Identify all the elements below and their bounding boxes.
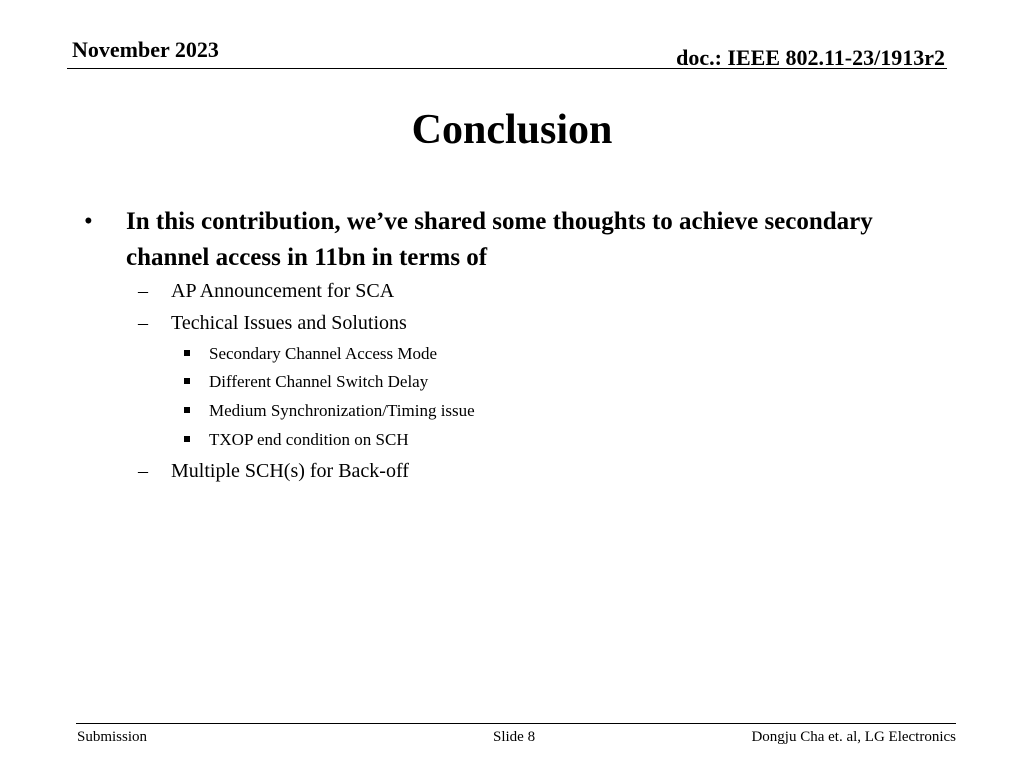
square-bullet-icon — [184, 350, 190, 356]
bullet-main — [84, 204, 944, 276]
header-date: November 2023 — [72, 37, 219, 62]
subitem-multiple-sch — [138, 457, 838, 485]
subsubitem-sca-mode — [184, 342, 884, 366]
subitem-text: Techical Issues and Solutions — [171, 312, 407, 334]
subitem-text: AP Announcement for SCA — [171, 280, 395, 302]
subitem-text: Multiple SCH(s) for Back-off — [171, 460, 409, 482]
footer-authors: Dongju Cha et. al, LG Electronics — [751, 729, 956, 745]
dash-marker: – — [138, 460, 148, 482]
bullet-main-text: In this contribution, we’ve shared some thoughts to achieve secondary channel access in 11bn in terms of — [126, 208, 873, 271]
subsubitem-switch-delay — [184, 370, 884, 394]
subsubitem-text: TXOP end condition on SCH — [209, 430, 409, 449]
subsubitem-text: Different Channel Switch Delay — [209, 372, 429, 391]
dash-marker: – — [138, 312, 148, 334]
header-doc-id: doc.: IEEE 802.11-23/1913r2 — [676, 45, 945, 70]
subitem-ap-announcement — [138, 277, 838, 305]
subsubitem-text: Medium Synchronization/Timing issue — [209, 401, 475, 420]
footer-submission: Submission — [77, 729, 148, 745]
dash-marker: – — [138, 280, 148, 302]
subsubitem-txop-end — [184, 428, 884, 452]
header-divider — [67, 68, 947, 69]
footer-slide-number: Slide 8 — [493, 729, 536, 745]
slide-title: Conclusion — [411, 107, 613, 153]
square-bullet-icon — [184, 378, 190, 384]
square-bullet-icon — [184, 407, 190, 413]
bullet-dot: • — [84, 208, 93, 235]
subsubitem-text: Secondary Channel Access Mode — [209, 344, 438, 363]
square-bullet-icon — [184, 436, 190, 442]
subsubitem-medium-sync — [184, 399, 884, 423]
footer-divider — [76, 723, 956, 724]
subitem-technical-issues — [138, 309, 838, 337]
